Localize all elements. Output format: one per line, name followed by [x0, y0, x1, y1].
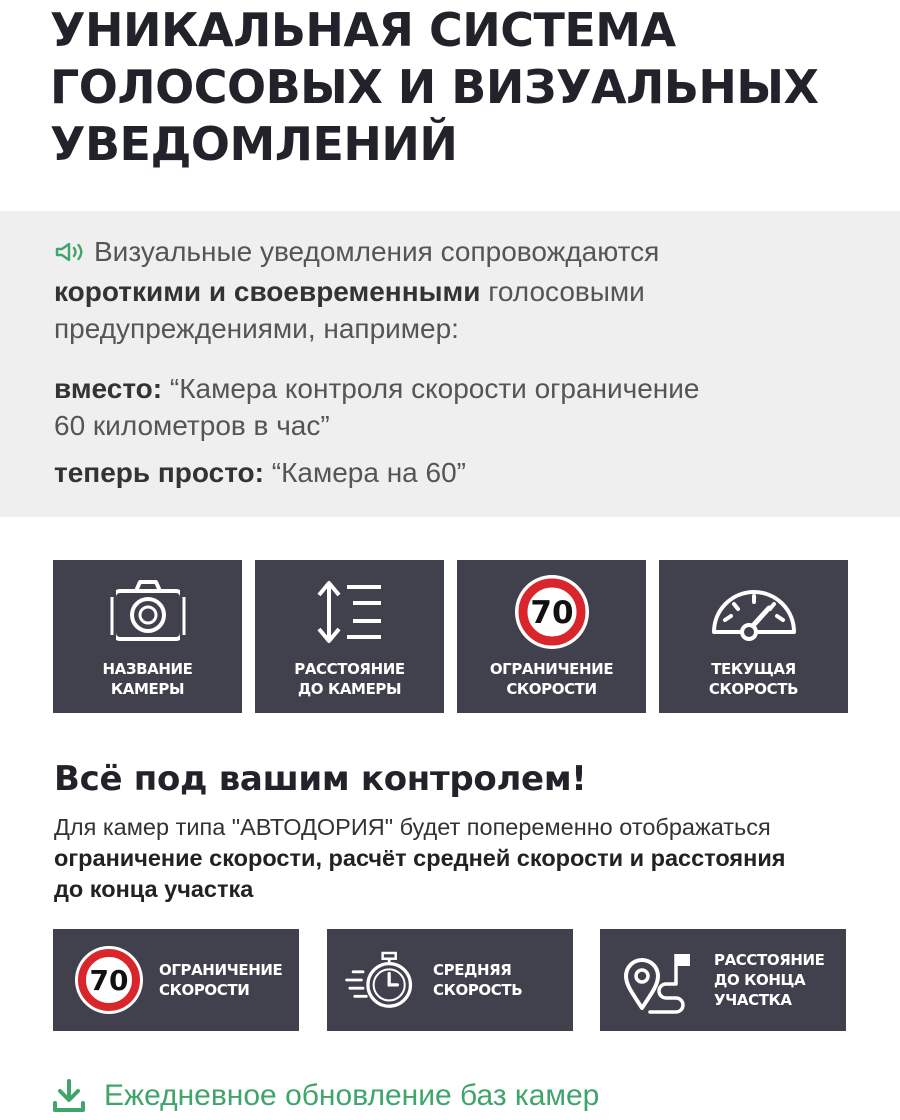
- page-title: [50, 2, 870, 173]
- title-line: УВЕДОМЛЕНИЙ: [50, 117, 458, 171]
- feature-tile-speed-limit: [457, 560, 646, 713]
- speedometer-icon: [659, 576, 848, 648]
- camera-icon: [53, 576, 242, 648]
- intro-line: предупреждениями, например:: [54, 313, 459, 344]
- section-heading: Всё под вашим контролем!: [54, 759, 587, 799]
- intro-bold: короткими и своевременными: [54, 276, 481, 307]
- section-description: [54, 812, 849, 905]
- now-text: “Камера на 60”: [263, 457, 466, 488]
- feature-tile-current-speed: [659, 560, 848, 713]
- desc-line: Для камер типа "АВТОДОРИЯ" будет попеременно отображаться: [54, 814, 771, 840]
- intro-text: [54, 233, 874, 347]
- desc-bold: до конца участка: [54, 876, 254, 902]
- instead-text: “Камера контроля скорости ограничение: [162, 373, 700, 404]
- example-instead: [54, 370, 874, 444]
- tile-label: ОГРАНИЧЕНИЕ: [489, 660, 614, 678]
- title-line: ГОЛОСОВЫХ И ВИЗУАЛЬНЫХ: [50, 60, 819, 114]
- instead-label: вместо:: [54, 373, 163, 404]
- intro-line: Визуальные уведомления сопровождаются: [94, 236, 660, 267]
- speaker-icon: [54, 236, 88, 273]
- intro-line: голосовыми: [480, 276, 645, 307]
- route-icon: [620, 944, 692, 1016]
- tile-label: ТЕКУЩАЯ: [711, 660, 796, 678]
- desc-bold: ограничение скорости, расчёт средней скорости и расстояния: [54, 845, 786, 871]
- tile-label: НАЗВАНИЕ: [102, 660, 193, 678]
- tile-label: РАССТОЯНИЕ: [294, 660, 405, 678]
- stopwatch-icon: [345, 944, 417, 1016]
- now-label: теперь просто:: [54, 457, 264, 488]
- speed-limit-sign-icon: [73, 944, 145, 1016]
- update-text: Ежедневное обновление баз камер: [104, 1079, 600, 1112]
- distance-icon: [255, 576, 444, 648]
- feature-tile-distance: [255, 560, 444, 713]
- sign-value: 70: [529, 595, 574, 631]
- tile-label: РАССТОЯНИЕ: [714, 951, 825, 969]
- tile-label: СКОРОСТЬ: [433, 981, 523, 999]
- feature-tile-camera-name: [53, 560, 242, 713]
- mode-tile-speed-limit: [53, 929, 299, 1031]
- tile-label: КАМЕРЫ: [110, 680, 185, 698]
- tile-label: УЧАСТКА: [714, 991, 792, 1009]
- mode-tile-remaining-distance: [600, 929, 846, 1031]
- instead-text: 60 километров в час”: [54, 410, 330, 441]
- daily-update-link[interactable]: [52, 1072, 872, 1120]
- sign-value: 70: [89, 964, 129, 997]
- tile-label: ДО КОНЦА: [714, 971, 806, 989]
- tile-label: СКОРОСТИ: [159, 981, 250, 999]
- title-line: УНИКАЛЬНАЯ СИСТЕМА: [50, 3, 676, 57]
- download-icon: [52, 1079, 86, 1113]
- example-now: [54, 454, 874, 491]
- tile-label: СКОРОСТИ: [506, 680, 597, 698]
- tile-label: ДО КАМЕРЫ: [297, 680, 402, 698]
- speed-limit-sign-icon: [457, 576, 646, 648]
- mode-tile-average-speed: [327, 929, 573, 1031]
- tile-label: СРЕДНЯЯ: [433, 961, 512, 979]
- tile-label: ОГРАНИЧЕНИЕ: [159, 961, 283, 979]
- tile-label: СКОРОСТЬ: [708, 680, 799, 698]
